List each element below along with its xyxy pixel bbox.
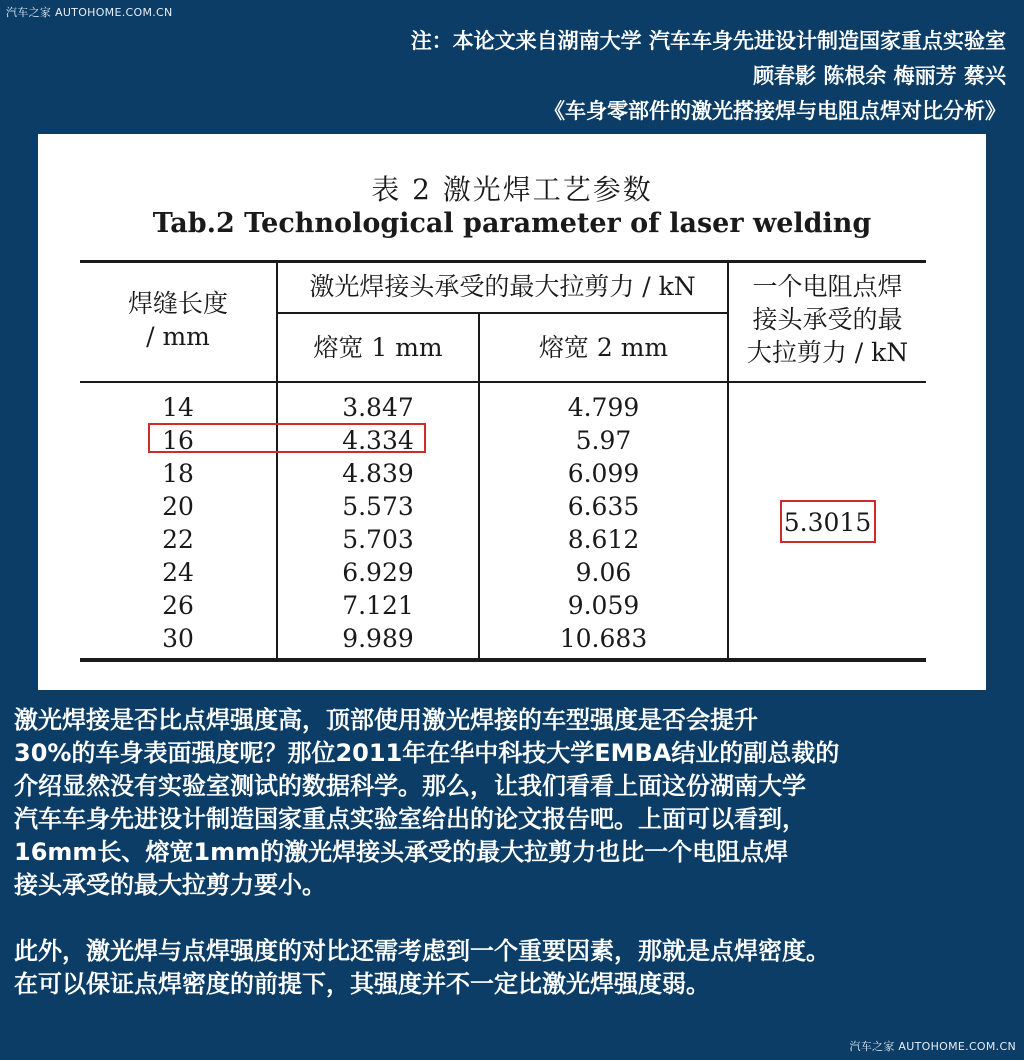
cell-width-2mm: 9.059 — [567, 591, 640, 620]
paragraph-2 — [14, 935, 1018, 1001]
header-width-2mm: 熔宽 2 mm — [538, 333, 669, 362]
cell-length: 26 — [162, 591, 194, 620]
cell-width-2mm: 8.612 — [567, 525, 640, 554]
watermark-bottom: 汽车之家 AUTOHOME.COM.CN — [849, 1040, 1016, 1053]
paragraph-1-line: 16mm长、熔宽1mm的激光焊接头承受的最大拉剪力也比一个电阻点焊 — [14, 838, 789, 866]
cell-length: 14 — [162, 393, 194, 422]
cell-width-1mm: 6.929 — [342, 558, 414, 587]
paragraph-1-line: 激光焊接是否比点焊强度高，顶部使用激光焊接的车型强度是否会提升 — [14, 706, 758, 734]
paragraph-1-line: 接头承受的最大拉剪力要小。 — [14, 871, 326, 899]
cell-length: 18 — [162, 459, 194, 488]
cell-width-2mm: 4.799 — [567, 393, 640, 422]
highlight-spot-weld-value — [780, 500, 876, 543]
table-subheader-rule — [276, 312, 728, 314]
table-top-rule — [80, 260, 926, 263]
paragraph-1-line: 30%的车身表面强度呢？那位2011年在华中科技大学EMBA结业的副总裁的 — [14, 739, 840, 767]
cell-length: 20 — [162, 492, 194, 521]
spot-weld-value: 5.3015 — [783, 508, 872, 537]
table-header-rule — [80, 381, 926, 383]
header-spot-weld — [729, 270, 926, 369]
table-caption-en: Tab.2 Technological parameter of laser welding — [152, 208, 872, 239]
paper-table-image — [38, 134, 986, 690]
header-spot-weld-line3: 大拉剪力 / kN — [746, 338, 909, 367]
commentary-text — [14, 704, 1018, 1001]
note-line-institution: 注：本论文来自湖南大学 汽车车身先进设计制造国家重点实验室 — [410, 29, 1006, 53]
cell-width-1mm: 4.334 — [342, 426, 414, 455]
watermark-top: 汽车之家 AUTOHOME.COM.CN — [6, 6, 173, 19]
header-width-1mm: 熔宽 1 mm — [313, 333, 443, 362]
paragraph-2-line: 在可以保证点焊密度的前提下，其强度并不一定比激光焊强度弱。 — [14, 970, 710, 998]
paragraph-1-line: 介绍显然没有实验室测试的数据科学。那么，让我们看看上面这份湖南大学 — [14, 772, 806, 800]
laser-weld-table — [80, 260, 926, 662]
cell-width-1mm: 5.703 — [342, 525, 414, 554]
header-spot-weld-line2: 接头承受的最 — [752, 305, 903, 334]
cell-width-1mm: 4.839 — [342, 459, 414, 488]
cell-length: 24 — [162, 558, 194, 587]
cell-width-2mm: 9.06 — [575, 558, 632, 587]
cell-width-1mm: 3.847 — [342, 393, 414, 422]
header-length-unit: / mm — [146, 322, 210, 351]
paragraph-1-line: 汽车车身先进设计制造国家重点实验室给出的论文报告吧。上面可以看到， — [14, 805, 806, 833]
cell-width-2mm: 6.635 — [567, 492, 640, 521]
paragraph-2-line: 此外，激光焊与点焊强度的对比还需考虑到一个重要因素，那就是点焊密度。 — [14, 937, 830, 965]
cell-width-1mm: 7.121 — [342, 591, 414, 620]
note-line-authors: 顾春影 陈根余 梅丽芳 蔡兴 — [753, 64, 1006, 88]
cell-length: 16 — [162, 426, 194, 455]
cell-length: 30 — [162, 624, 194, 653]
cell-width-1mm: 5.573 — [342, 492, 414, 521]
source-note — [411, 24, 1006, 129]
highlight-row-16 — [148, 423, 426, 453]
cell-width-2mm: 5.97 — [575, 426, 632, 455]
cell-width-2mm: 10.683 — [559, 624, 648, 653]
cell-length: 22 — [162, 525, 194, 554]
table-caption-cn: 表 2 激光焊工艺参数 — [371, 173, 653, 206]
paragraph-1 — [14, 704, 1018, 902]
note-line-paper-title: 《车身零部件的激光搭接焊与电阻点焊对比分析》 — [544, 99, 1006, 123]
header-length — [80, 287, 276, 353]
header-length-label: 焊缝长度 — [127, 289, 228, 318]
cell-width-1mm: 9.989 — [342, 624, 414, 653]
cell-width-2mm: 6.099 — [567, 459, 640, 488]
table-bottom-rule — [80, 658, 926, 662]
paragraph-gap — [14, 902, 1018, 935]
header-spot-weld-line1: 一个电阻点焊 — [752, 272, 903, 301]
header-laser-group: 激光焊接头承受的最大拉剪力 / kN — [309, 272, 696, 301]
